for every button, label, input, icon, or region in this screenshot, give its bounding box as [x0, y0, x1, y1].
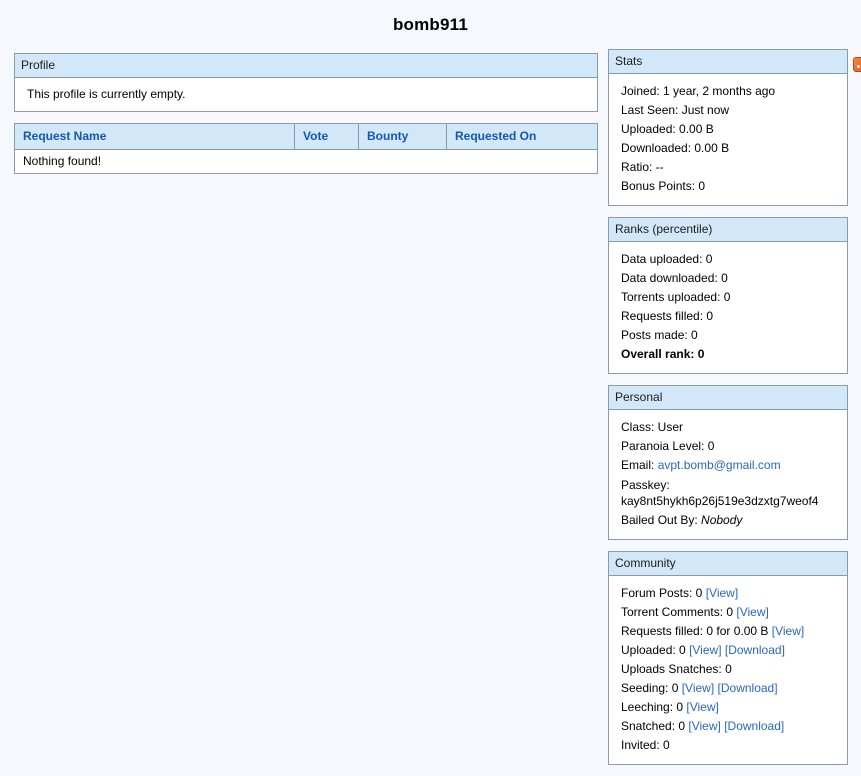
label-text: Requests filled: 0 for 0.00 B: [621, 624, 772, 638]
label-text: Leeching: 0: [621, 700, 687, 714]
info-row: [621, 736, 837, 755]
info-row: [621, 622, 837, 641]
view-link[interactable]: [View]: [771, 624, 805, 638]
personal-box: [608, 385, 848, 540]
label-text: Ratio: --: [621, 160, 664, 174]
column-sort-link[interactable]: Request Name: [23, 129, 107, 143]
download-link[interactable]: [Download]: [724, 719, 785, 733]
profile-box-header: Profile: [15, 54, 597, 78]
bold-text: Overall rank: 0: [621, 347, 705, 361]
info-row: [621, 101, 837, 120]
column-sort-link[interactable]: Vote: [303, 129, 329, 143]
view-link[interactable]: [View]: [689, 643, 722, 657]
label-text: Email:: [621, 458, 658, 472]
info-row: [621, 82, 837, 101]
label-text: Downloaded: 0.00 B: [621, 141, 730, 155]
label-text: Uploaded: 0.00 B: [621, 122, 714, 136]
info-row: [621, 660, 837, 679]
info-row: [621, 511, 837, 530]
label-text: Seeding: 0: [621, 681, 682, 695]
label-text: Joined: 1 year, 2 months ago: [621, 84, 776, 98]
table-row: [15, 150, 598, 174]
info-row: [621, 158, 837, 177]
view-link[interactable]: [View]: [705, 586, 739, 600]
community-box-header: Community: [609, 552, 847, 576]
label-text: Uploads Snatches: 0: [621, 662, 732, 676]
info-row: [621, 326, 837, 345]
profile-empty-text: This profile is currently empty.: [27, 87, 186, 101]
info-row: [621, 717, 837, 736]
column-sort-link[interactable]: Requested On: [455, 129, 537, 143]
info-row: [621, 307, 837, 326]
requests-empty-cell: Nothing found!: [15, 150, 598, 174]
info-row: [621, 418, 837, 437]
label-text: Passkey:: [621, 478, 670, 492]
info-row: [621, 345, 837, 364]
label-text: Uploaded: 0: [621, 643, 690, 657]
column-header-request-name: [15, 124, 295, 150]
profile-box: [14, 53, 598, 112]
column-header-requested-on: [447, 124, 598, 150]
label-text: Posts made: 0: [621, 328, 698, 342]
requests-table-header-row: [15, 124, 598, 150]
info-row: [621, 698, 837, 717]
info-row: [621, 139, 837, 158]
column-sort-link[interactable]: Bounty: [367, 129, 409, 143]
profile-column: [14, 49, 598, 174]
label-text: Snatched: 0: [621, 719, 689, 733]
label-text: Last Seen: Just now: [621, 103, 730, 117]
info-row: [621, 456, 837, 475]
ranks-box: [608, 217, 848, 374]
label-text: kay8nt5hykh6p26j519e3dzxtg7weof4: [621, 494, 819, 508]
info-row: [621, 584, 837, 603]
ranks-box-header: Ranks (percentile): [609, 218, 847, 242]
stats-box: [608, 49, 848, 206]
info-row: [621, 437, 837, 456]
info-row: [621, 475, 837, 511]
email-link[interactable]: avpt.bomb@gmail.com: [657, 458, 781, 472]
rss-feed-icon[interactable]: [853, 57, 861, 72]
label-text: Bailed Out By:: [621, 513, 702, 527]
info-row: [621, 250, 837, 269]
download-link[interactable]: [Download]: [724, 643, 785, 657]
label-text: Requests filled: 0: [621, 309, 714, 323]
main-content: [14, 49, 848, 776]
info-row: [621, 288, 837, 307]
page-title: bomb911: [392, 15, 469, 34]
label-text: Invited: 0: [621, 738, 670, 752]
view-link[interactable]: [View]: [681, 681, 715, 695]
info-row: [621, 679, 837, 698]
italic-text: Nobody: [701, 513, 743, 527]
label-text: Data uploaded: 0: [621, 252, 713, 266]
sidebar: [608, 49, 848, 776]
label-text: Torrent Comments: 0: [621, 605, 737, 619]
view-link[interactable]: [View]: [686, 700, 719, 714]
info-row: [621, 603, 837, 622]
info-row: [621, 177, 837, 196]
label-text: Paranoia Level: 0: [621, 439, 715, 453]
community-box: [608, 551, 848, 765]
label-text: Class: User: [621, 420, 684, 434]
personal-box-header: Personal: [609, 386, 847, 410]
column-header-vote: [295, 124, 359, 150]
label-text: Torrents uploaded: 0: [621, 290, 731, 304]
info-row: [621, 120, 837, 139]
stats-box-header: Stats: [609, 50, 847, 74]
view-link[interactable]: [View]: [736, 605, 769, 619]
label-text: Data downloaded: 0: [621, 271, 728, 285]
download-link[interactable]: [Download]: [717, 681, 778, 695]
view-link[interactable]: [View]: [688, 719, 721, 733]
requests-table: [14, 123, 598, 174]
column-header-bounty: [359, 124, 447, 150]
label-text: Forum Posts: 0: [621, 586, 706, 600]
info-row: [621, 641, 837, 660]
info-row: [621, 269, 837, 288]
label-text: Bonus Points: 0: [621, 179, 706, 193]
